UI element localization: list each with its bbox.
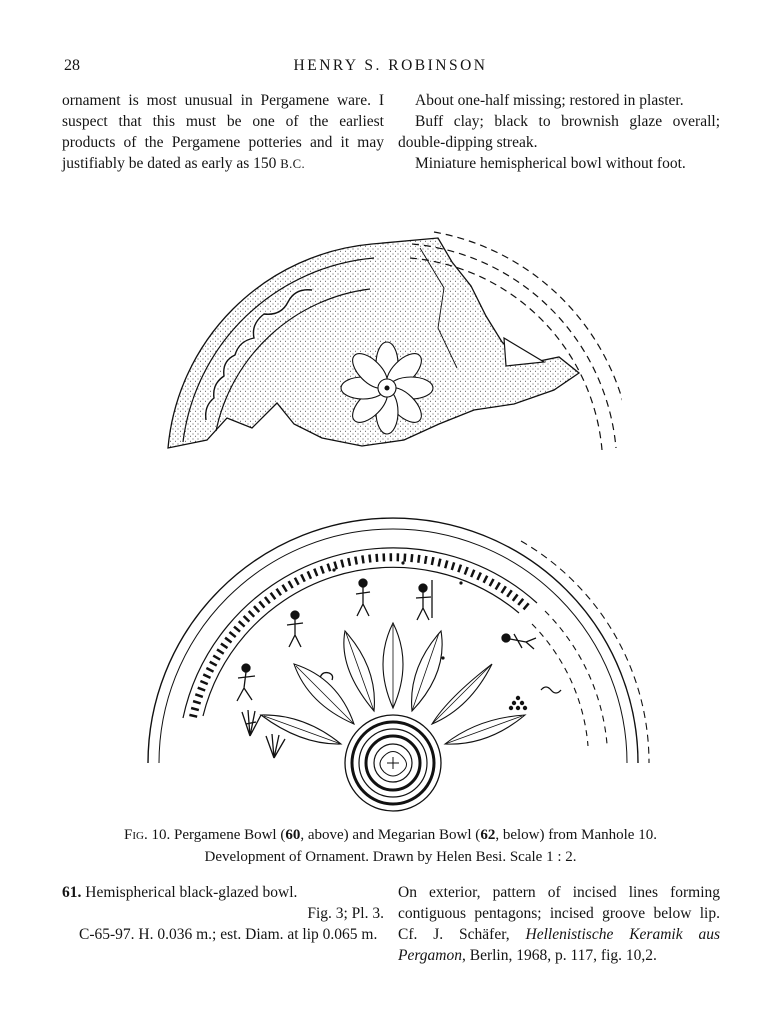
entry-right-column	[398, 882, 720, 966]
megarian-bowl-development-drawing	[98, 508, 678, 818]
entry-figure-ref: Fig. 3; Pl. 3.	[307, 905, 384, 922]
entry-description-text: On exterior, pattern of incised lines forming contiguous pentagons; incised groove below lip. Cf. J. Schäfer,	[398, 884, 720, 943]
caption-text: , above) and Megarian Bowl (	[300, 827, 481, 843]
page-number: 28	[64, 57, 80, 74]
intro-right-paragraph-3: Miniature hemispherical bowl without foot.	[415, 155, 686, 172]
intro-left-column	[62, 90, 384, 175]
intro-left-paragraph	[62, 90, 384, 175]
rosette-ornament	[341, 342, 433, 434]
entry-description	[398, 882, 720, 966]
pergamene-bowl-fragment-drawing	[152, 178, 622, 458]
entry-title: Hemispherical black-glazed bowl.	[85, 884, 298, 901]
figure-caption-line2: Development of Ornament. Drawn by Helen Besi. Scale 1 : 2.	[204, 849, 577, 865]
figure-caption-line1	[60, 824, 721, 846]
caption-text: , below) from Manhole 10.	[495, 827, 657, 843]
caption-text: Pergamene Bowl (	[170, 827, 286, 843]
running-head: HENRY S. ROBINSON	[293, 57, 488, 74]
intro-left-smallcaps: B.C.	[280, 157, 306, 171]
intro-right-paragraph-2: Buff clay; black to brownish glaze overall; double-dipping streak.	[398, 113, 720, 151]
entry-left-column	[62, 882, 384, 945]
entry-number: 61.	[62, 884, 82, 901]
caption-catalog-60: 60	[285, 827, 301, 843]
intro-right-paragraph-1: About one-half missing; restored in plaster.	[415, 92, 684, 109]
entry-details: C-65-97. H. 0.036 m.; est. Diam. at lip 0.065 m.	[79, 926, 378, 943]
acanthus-leaves	[261, 623, 525, 744]
entry-description-text: , Berlin, 1968, p. 117, fig. 10,2.	[462, 947, 657, 964]
figure-caption	[60, 824, 721, 868]
entry-description-book-title: Hellenistische Keramik aus Pergamon	[398, 926, 720, 964]
caption-catalog-62: 62	[480, 827, 496, 843]
central-medallion	[345, 715, 441, 811]
entry-heading	[62, 882, 384, 903]
intro-right-column	[398, 90, 720, 174]
intro-left-text: ornament is most unusual in Pergamene ware. I suspect that this must be one of the earliest products of the Pergamene potteries and it may justifiably be dated as early as 150	[62, 92, 384, 172]
caption-fig-label: Fig. 10.	[124, 827, 171, 843]
